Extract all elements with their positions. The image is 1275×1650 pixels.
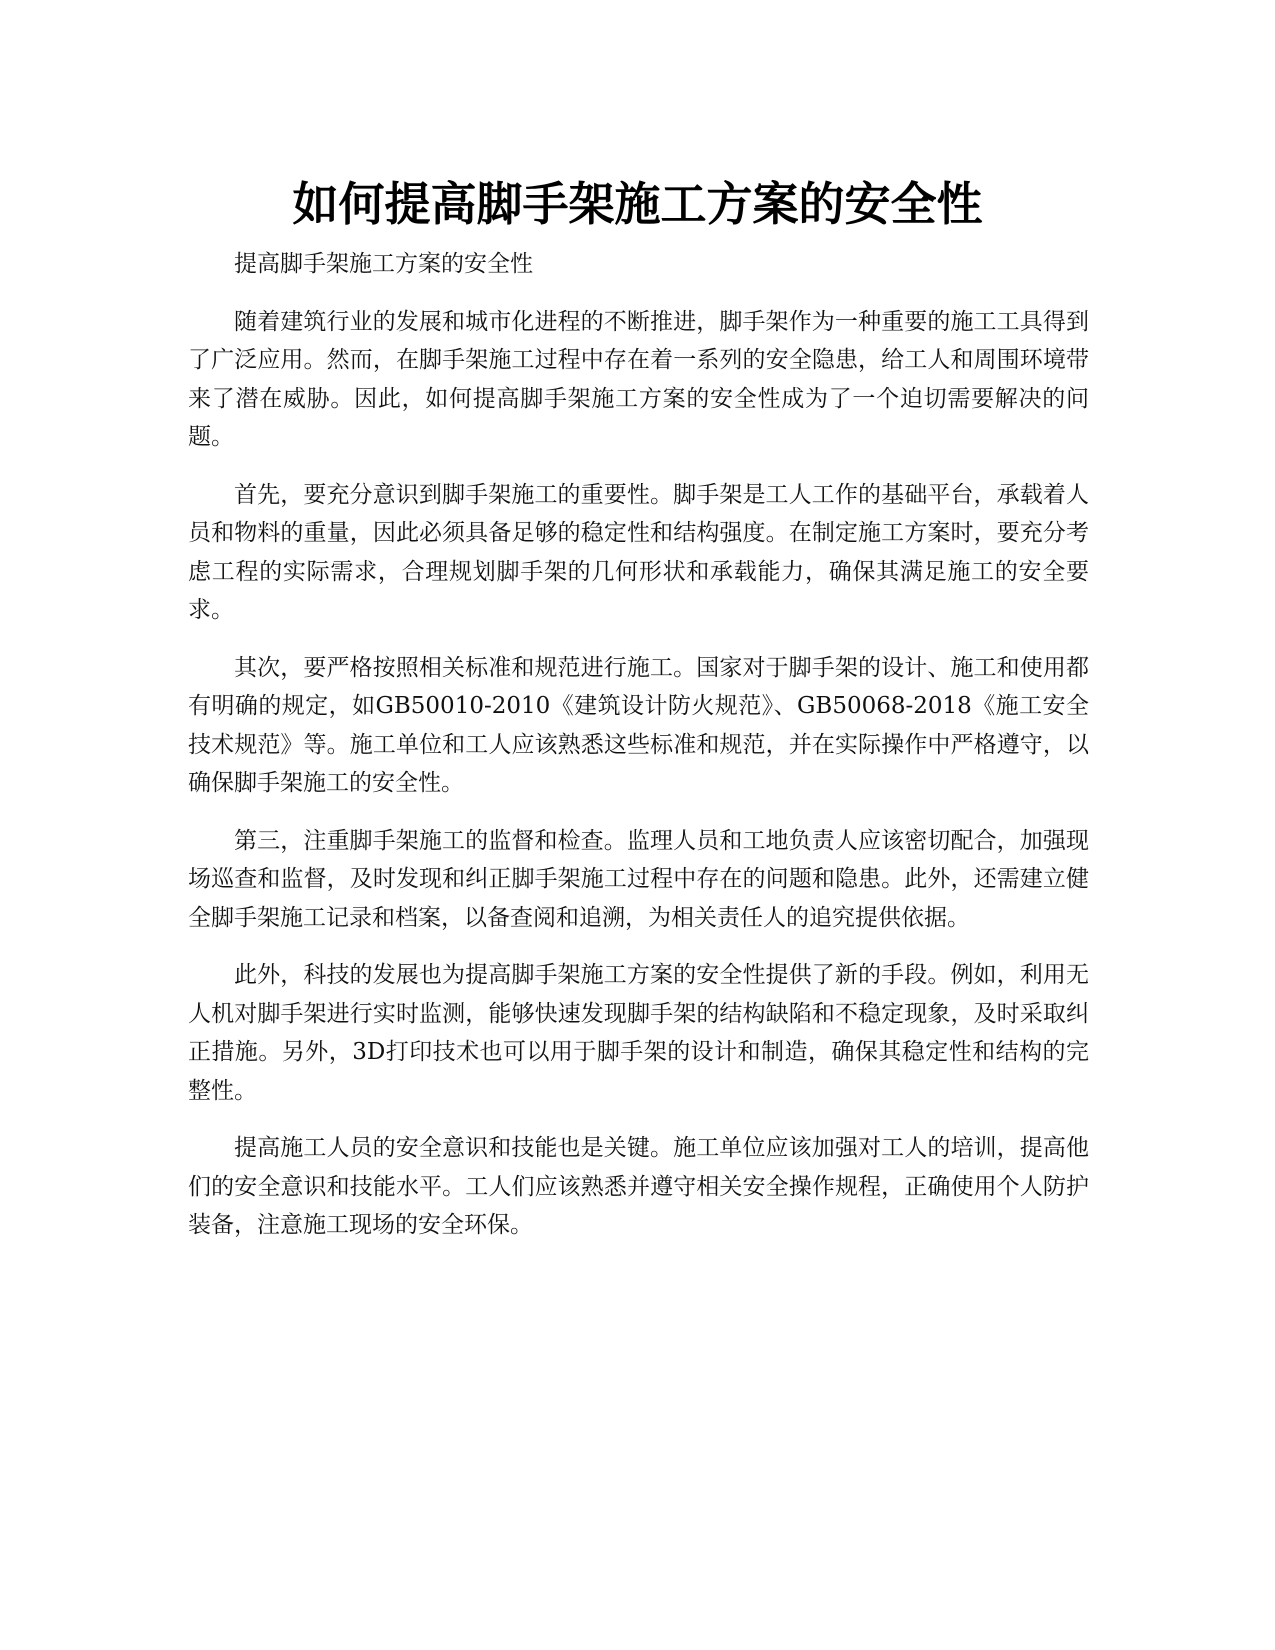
document-body [188,245,1089,1264]
document-subtitle: 提高脚手架施工方案的安全性 [234,251,533,277]
paragraph-first-point: 首先，要充分意识到脚手架施工的重要性。脚手架是工人工作的基础平台，承载着人员和物料的重量，因此必须具备足够的稳定性和结构强度。在制定施工方案时，要充分考虑工程的实际需求，合理规划脚手架的几何形状和承载能力，确保其满足施工的安全要求。 [188,481,1089,623]
paragraph-intro: 随着建筑行业的发展和城市化进程的不断推进，脚手架作为一种重要的施工工具得到了广泛应用。然而，在脚手架施工过程中存在着一系列的安全隐患，给工人和周围环境带来了潜在威胁。因此，如何提高脚手架施工方案的安全性成为了一个迫切需要解决的问题。 [188,308,1089,450]
paragraph-training: 提高施工人员的安全意识和技能也是关键。施工单位应该加强对工人的培训，提高他们的安全意识和技能水平。工人们应该熟悉并遵守相关安全操作规程，正确使用个人防护装备，注意施工现场的安全环保。 [188,1135,1089,1238]
document-title: 如何提高脚手架施工方案的安全性 [292,176,983,231]
paragraph-third-point: 第三，注重脚手架施工的监督和检查。监理人员和工地负责人应该密切配合，加强现场巡查和监督，及时发现和纠正脚手架施工过程中存在的问题和隐患。此外，还需建立健全脚手架施工记录和档案，以备查阅和追溯，为相关责任人的追究提供依据。 [188,827,1089,931]
paragraph-second-point: 其次，要严格按照相关标准和规范进行施工。国家对于脚手架的设计、施工和使用都有明确的规定，如GB50010-2010《建筑设计防火规范》、GB50068-2018《施工安全技术规范》等。施工单位和工人应该熟悉这些标准和规范，并在实际操作中严格遵守，以确保脚手架施工的安全性。 [188,654,1089,796]
paragraph-technology: 此外，科技的发展也为提高脚手架施工方案的安全性提供了新的手段。例如，利用无人机对脚手架进行实时监测，能够快速发现脚手架的结构缺陷和不稳定现象，及时采取纠正措施。另外，3D打印技术也可以用于脚手架的设计和制造，确保其稳定性和结构的完整性。 [188,962,1089,1104]
